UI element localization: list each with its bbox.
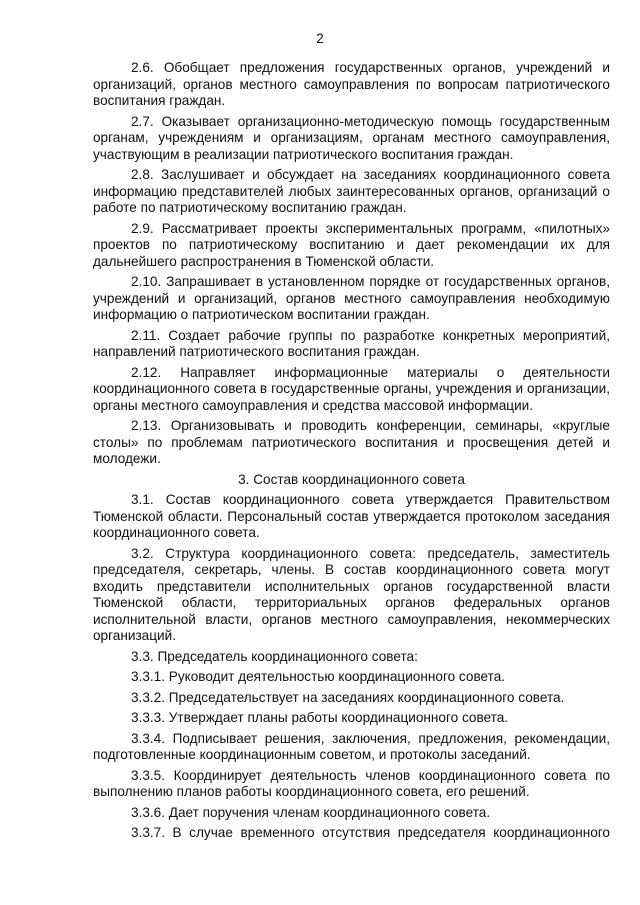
paragraph-2-6: 2.6. Обобщает предложения государственных органов, учреждений и организаций, органов местного самоуправления по вопросам патриотического воспитания граждан.	[93, 60, 610, 108]
section-heading: 3. Состав координационного совета	[238, 471, 465, 487]
paragraph-2-7: 2.7. Оказывает организационно-методическую помощь государственным органам, учреждениям и организациям, органам местного самоуправления, участвующим в реализации патриотического воспитания граждан.	[93, 113, 610, 162]
paragraph-2-10: 2.10. Запрашивает в установленном порядке от государственных органов, учреждений и организаций, органов местного самоуправления необходимую информацию о патриотическом воспитании граждан.	[93, 274, 610, 322]
paragraph-3-3-6: 3.3.6. Дает поручения членам координационного совета.	[131, 804, 491, 820]
page-number: 2	[316, 31, 324, 46]
paragraph-2-12: 2.12. Направляет информационные материалы о деятельности координационного совета в государственные органы, учреждения и организации, органы местного самоуправления и средства массовой информации.	[93, 364, 610, 413]
paragraph-3-1: 3.1. Состав координационного совета утверждается Правительством Тюменской области. Персональный состав утверждается протоколом заседания координационного совета.	[93, 492, 610, 540]
paragraph-3-3-5: 3.3.5. Координирует деятельность членов координационного совета по выполнению планов работы координационного совета, его решений.	[93, 767, 610, 799]
paragraph-3-3-4: 3.3.4. Подписывает решения, заключения, предложения, рекомендации, подготовленные координационным советом, и протоколы заседаний.	[93, 730, 610, 762]
paragraph-2-9: 2.9. Рассматривает проекты экспериментальных программ, «пилотных» проектов по патриотическому воспитанию и дает рекомендации их для дальнейшего распространения в Тюменской области.	[93, 220, 610, 269]
paragraph-2-8: 2.8. Заслушивает и обсуждает на заседаниях координационного совета информацию представителей любых заинтересованных органов, организаций о работе по патриотическому воспитанию граждан.	[93, 167, 610, 215]
paragraph-2-13: 2.13. Организовывать и проводить конференции, семинары, «круглые столы» по проблемам патриотического воспитания и просвещения детей и молодежи.	[93, 418, 610, 466]
paragraph-3-2: 3.2. Структура координационного совета: председатель, заместитель председателя, секретарь, члены. В состав координационного совета могут входить представители исполнительных органов государственной власти Тюменской области, территориальных органов федеральных органов исполнительной власти, органов местного самоуправления, некоммерческих организаций.	[93, 545, 610, 643]
paragraph-3-3-1: 3.3.1. Руководит деятельностью координационного совета.	[131, 669, 506, 684]
paragraph-3-3: 3.3. Председатель координационного совета:	[131, 648, 418, 664]
paragraph-2-11: 2.11. Создает рабочие группы по разработке конкретных мероприятий, направлений патриотического воспитания граждан.	[93, 327, 610, 359]
paragraph-3-3-3: 3.3.3. Утверждает планы работы координационного совета.	[131, 710, 509, 725]
paragraph-3-3-2: 3.3.2. Председательствует на заседаниях координационного совета.	[131, 689, 565, 705]
document-body	[93, 60, 610, 846]
paragraph-3-3-7: 3.3.7. В случае временного отсутствия председателя координационного	[131, 825, 610, 840]
